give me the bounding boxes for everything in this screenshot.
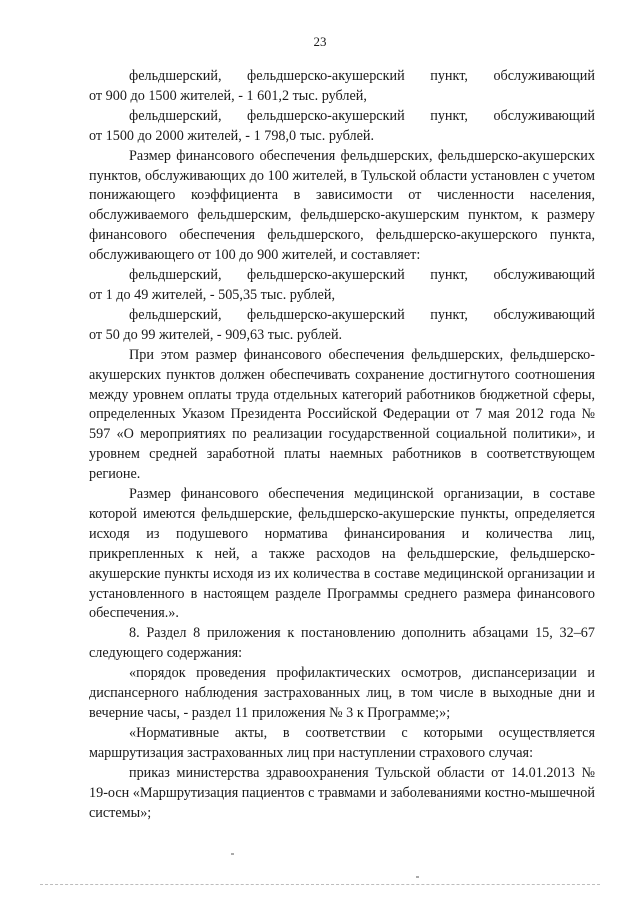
paragraph-line: от 1 до 49 жителей, - 505,35 тыс. рублей, xyxy=(89,286,335,303)
paragraph-line xyxy=(89,306,595,326)
word: обслуживающий xyxy=(493,68,595,84)
word: пункт, xyxy=(430,306,468,323)
word: фельдшерский, xyxy=(129,306,222,323)
word: обслуживающий xyxy=(493,267,595,284)
word: фельдшерско-акушерский xyxy=(247,306,405,323)
paragraph-line: от 1500 до 2000 жителей, - 1 798,0 тыс. рублей. xyxy=(89,127,375,144)
paragraph-line xyxy=(89,107,595,127)
scan-artifact-dot xyxy=(231,853,234,855)
paragraph-line: от 50 до 99 жителей, - 909,63 тыс. рублей. xyxy=(89,326,343,343)
paragraph: «порядок проведения профилактических осмотров, диспансеризации и диспансерного наблюдения застрахованных лиц, в том числе в выходные дни и вечерние часы, - раздел 11 приложения № 3 к Программе;»; xyxy=(89,665,595,721)
paragraph-line xyxy=(89,266,595,286)
word: фельдшерско-акушерский xyxy=(247,267,405,284)
paragraph: приказ министерства здравоохранения Тульской области от 14.01.2013 № 19-осн «Маршрутизация пациентов с травмами и заболеваниями костно-мышечной системы»; xyxy=(89,764,595,821)
word: фельдшерско-акушерский xyxy=(247,68,405,84)
paragraph: Размер финансового обеспечения фельдшерских, фельдшерско-акушерских пунктов, обслуживающих до 100 жителей, в Тульской области установлен с учетом понижающего коэффициента в зависимости от численности населения, обслуживаемого фельдшерским, фельдшерско-акушерским пунктом, к размеру финансового обеспечения фельдшерского, фельдшерско-акушерского пункта, обслуживающего от 100 до 900 жителей, и составляет: xyxy=(89,147,595,264)
word: фельдшерский, xyxy=(129,107,222,124)
document-body xyxy=(89,67,595,823)
word: обслуживающий xyxy=(493,306,595,323)
word: пункт, xyxy=(430,107,468,124)
scan-artifact-line xyxy=(40,884,600,887)
paragraph-line xyxy=(89,67,595,87)
word: пункт, xyxy=(430,68,468,84)
paragraph-line: от 900 до 1500 жителей, - 1 601,2 тыс. рублей, xyxy=(89,87,367,104)
paragraph: 8. Раздел 8 приложения к постановлению дополнить абзацами 15, 32–67 следующего содержания: xyxy=(89,625,595,662)
paragraph: «Нормативные акты, в соответствии с которыми осуществляется маршрутизация застрахованных лиц при наступлении страхового случая: xyxy=(89,724,595,761)
paragraph: При этом размер финансового обеспечения фельдшерских, фельдшерско-акушерских пунктов должен обеспечивать сохранение достигнутого соотношения между уровнем оплаты труда отдельных категорий работников бюджетной сферы, определенных Указом Президента Российской Федерации от 7 мая 2012 года № 597 «О мероприятиях по реализации государственной социальной политики», и уровнем средней заработной платы наемных работников в соответствующем регионе. xyxy=(89,346,595,483)
scan-artifact-dot xyxy=(416,876,419,878)
word: обслуживающий xyxy=(493,107,595,124)
word: фельдшерско-акушерский xyxy=(247,107,405,124)
page-number: 23 xyxy=(313,34,327,49)
word: фельдшерский, xyxy=(129,267,222,284)
paragraph: Размер финансового обеспечения медицинской организации, в составе которой имеются фельдшерские, фельдшерско-акушерские пункты, определяется исходя из подушевого норматива финансирования и количества лиц, прикрепленных к ней, а также расходов на фельдшерские, фельдшерско-акушерские пункты исходя из их количества в составе медицинской организации и установленного в настоящем разделе Программы среднего размера финансового обеспечения.». xyxy=(89,486,595,622)
word: фельдшерский, xyxy=(129,68,222,84)
word: пункт, xyxy=(430,267,468,284)
